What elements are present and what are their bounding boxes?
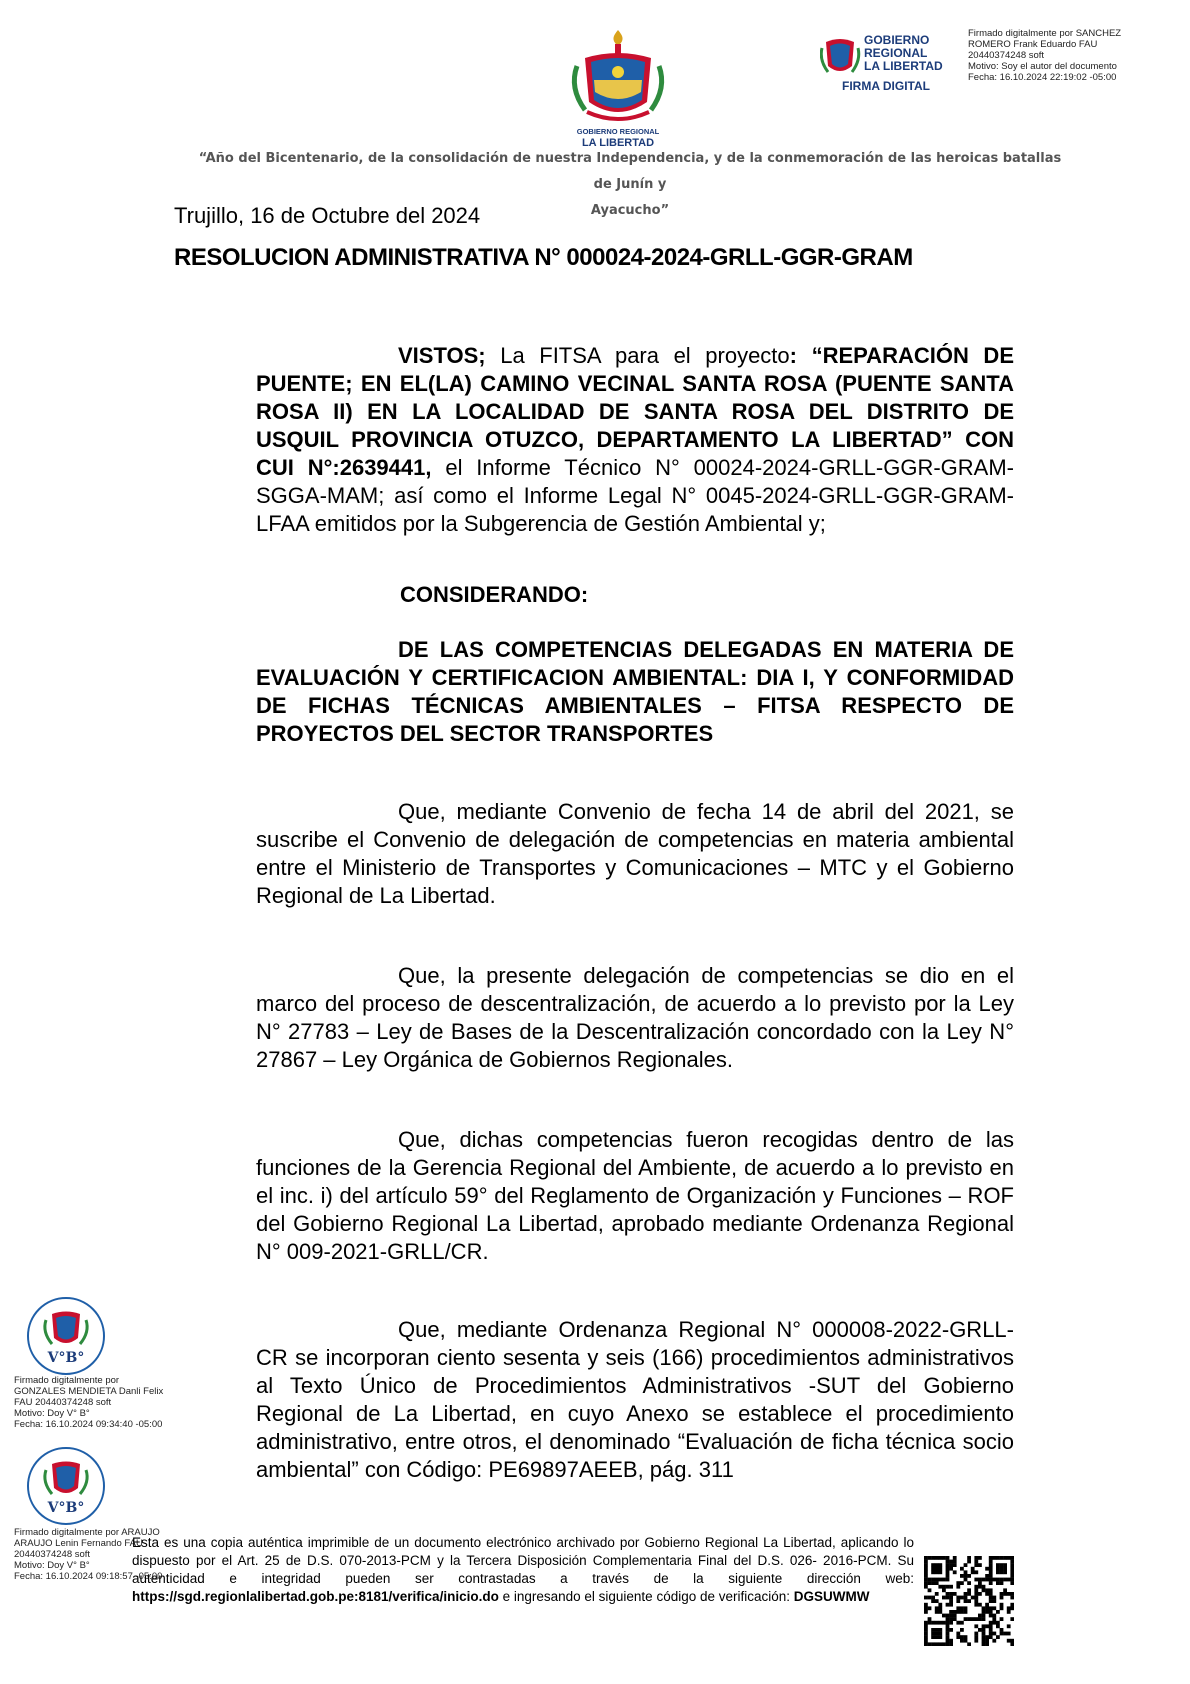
competencias-heading	[256, 636, 1014, 748]
resolution-title: RESOLUCION ADMINISTRATIVA N° 000024-2024-GRLL-GGR-GRAM	[174, 244, 913, 271]
digital-signature-top	[968, 28, 1138, 83]
signature-line: 20440374248 soft	[14, 1549, 91, 1560]
footer-text: Esta es una copia auténtica imprimible de un documento electrónico archivado por Gobierno Regional La Libertad, aplicando lo dispuesto por el Art. 25 de D.S. 070-2013-PCM y la Tercera Disposición Complementaria Final del D.S. 026- 2016-PCM. Su autenticidad e integridad pueden ser contrastadas a través de la siguiente dirección web:	[132, 1535, 914, 1586]
signature-line: 20440374248 soft	[968, 50, 1045, 61]
verification-code: DGSUWMW	[793, 1589, 870, 1604]
signature-line: ARAUJO Lenin Fernando FAU	[14, 1538, 143, 1549]
vb-label: V°B°	[47, 1500, 85, 1516]
signature-line: Motivo: Doy V° B°	[14, 1408, 90, 1419]
paragraph	[256, 962, 1014, 1074]
signature-line: Fecha: 16.10.2024 09:34:40 -05:00	[14, 1419, 163, 1430]
signature-line: ROMERO Frank Eduardo FAU	[968, 39, 1098, 50]
signature-line: Fecha: 16.10.2024 22:19:02 -05:00	[968, 72, 1117, 83]
regional-crest-logo	[563, 22, 673, 148]
year-motto-line-1: “Año del Bicentenario, de la consolidación de nuestra Independencia, y de la conmemoración de las heroicas batallas de Junín y	[198, 151, 1062, 192]
vistos-text-2: el Informe Técnico N° 00024-2024-GRLL-GGR-GRAM-SGGA-MAM; así como el Informe Legal N° 0045-2024-GRLL-GGR-GRAM-LFAA emitidos por la Subgerencia de Gestión Ambiental y;	[256, 455, 1015, 536]
vb-label: V°B°	[47, 1350, 85, 1366]
verification-link[interactable]: https://sgd.regionlalibertad.gob.pe:8181/verifica/inicio.do	[132, 1589, 499, 1604]
vistos-label: VISTOS;	[398, 343, 486, 368]
digital-signature-left-1	[14, 1375, 184, 1430]
place-date: Trujillo, 16 de Octubre del 2024	[174, 203, 481, 228]
footer-text-2: e ingresando el siguiente código de verificación:	[498, 1589, 794, 1604]
authenticity-footer	[132, 1534, 914, 1606]
vb-seal-icon	[26, 1296, 106, 1376]
vistos-text-1: La FITSA para el proyecto	[485, 343, 790, 368]
signature-line: Firmado digitalmente por	[14, 1375, 120, 1386]
signature-line: Motivo: Soy el autor del documento	[968, 61, 1117, 72]
paragraph	[256, 1126, 1014, 1266]
signature-line: GONZALES MENDIETA Danli Felix	[14, 1386, 164, 1397]
vistos-paragraph	[256, 342, 1014, 538]
signature-line: Motivo: Doy V° B°	[14, 1560, 90, 1571]
firma-digital-badge	[820, 28, 970, 98]
paragraph-text: Que, la presente delegación de competencias se dio en el marco del proceso de descentralización, de acuerdo a lo previsto por la Ley N° 27783 – Ley de Bases de la Descentralización concordado con la Ley N° 27867 – Ley Orgánica de Gobiernos Regionales.	[256, 963, 1014, 1072]
paragraph-text: Que, mediante Convenio de fecha 14 de abril del 2021, se suscribe el Convenio de delegación de competencias en materia ambiental entre el Ministerio de Transportes y Comunicaciones – MTC y el Gobierno Regional de La Libertad.	[256, 799, 1014, 908]
paragraph	[256, 798, 1014, 910]
firma-line-2: REGIONAL	[864, 46, 928, 60]
firma-line-3: LA LIBERTAD	[864, 59, 943, 73]
year-motto-line-2: Ayacucho”	[590, 203, 670, 218]
signature-line: FAU 20440374248 soft	[14, 1397, 112, 1408]
vb-seal-icon	[26, 1446, 106, 1526]
paragraph-text: Que, dichas competencias fueron recogidas dentro de las funciones de la Gerencia Regional del Ambiente, de acuerdo a lo previsto en el inc. i) del artículo 59° del Reglamento de Organización y Funciones – ROF del Gobierno Regional La Libertad, aprobado mediante Ordenanza Regional N° 009-2021-GRLL/CR.	[256, 1127, 1014, 1264]
signature-line: Firmado digitalmente por SANCHEZ	[968, 28, 1122, 39]
vistos-project-name: : “REPARACIÓN DE PUENTE; EN EL(LA) CAMINO VECINAL SANTA ROSA (PUENTE SANTA ROSA II) EN LA LOCALIDAD DE SANTA ROSA DEL DISTRITO DE USQUIL PROVINCIA OTUZCO, DEPARTAMENTO LA LIBERTAD” CON CUI N°:2639441,	[256, 343, 1014, 480]
competencias-text: DE LAS COMPETENCIAS DELEGADAS EN MATERIA DE EVALUACIÓN Y CERTIFICACION AMBIENTAL: DIA I, Y CONFORMIDAD DE FICHAS TÉCNICAS AMBIENTALES – FITSA RESPECTO DE PROYECTOS DEL SECTOR TRANSPORTES	[256, 637, 1014, 746]
firma-line-1: GOBIERNO	[864, 33, 930, 47]
paragraph	[256, 1316, 1014, 1484]
crest-caption-1: GOBIERNO REGIONAL	[576, 127, 660, 136]
qr-code-icon	[924, 1556, 1014, 1646]
firma-digital-label: FIRMA DIGITAL	[842, 79, 930, 93]
crest-caption-2: LA LIBERTAD	[581, 137, 655, 148]
paragraph-text: Que, mediante Ordenanza Regional N° 000008-2022-GRLL-CR se incorporan ciento sesenta y seis (166) procedimientos administrativos al Texto Único de Procedimientos Administrativos -SUT del Gobierno Regional de La Libertad, en cuyo Anexo se establece el procedimiento administrativo, entre otros, el denominado “Evaluación de ficha técnica socio ambiental” con Código: PE69897AEEB, pág. 311	[256, 1317, 1014, 1482]
signature-line: Firmado digitalmente por ARAUJO	[14, 1527, 160, 1538]
considerando-heading: CONSIDERANDO:	[400, 582, 589, 607]
signature-line: Fecha: 16.10.2024 09:18:57 -05:00	[14, 1571, 163, 1582]
